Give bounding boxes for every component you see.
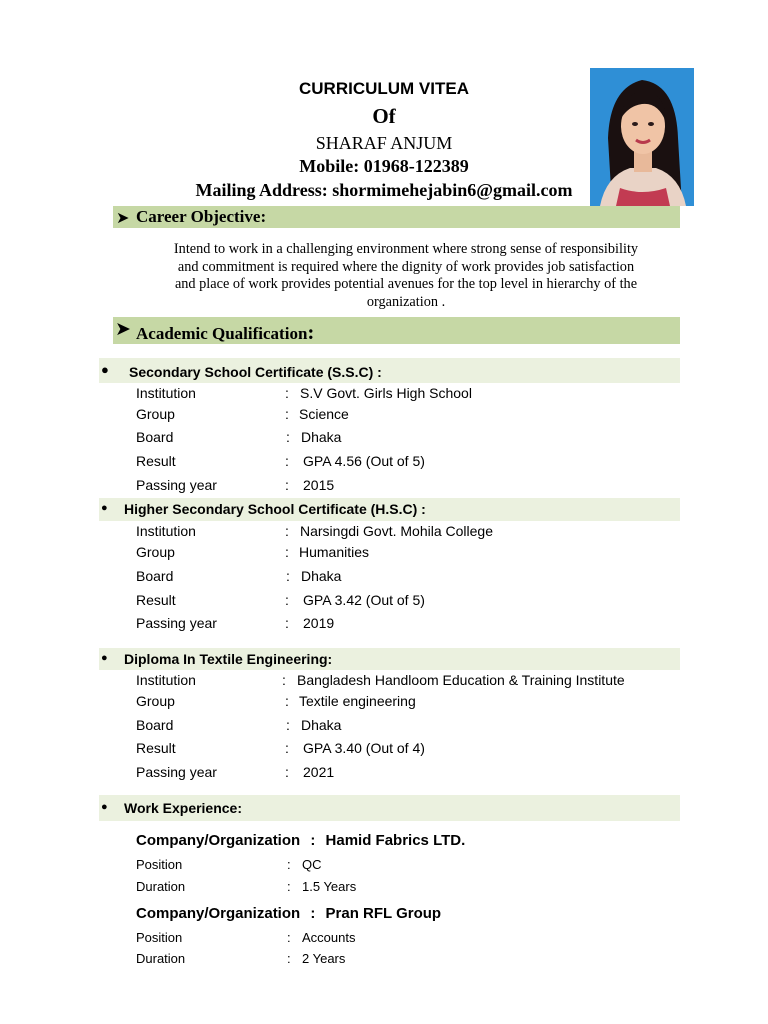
objective-line: and commitment is required where the dignity of work provides job satisfaction xyxy=(177,258,635,275)
row-value: 2019 xyxy=(303,615,335,631)
arrow-right-icon: ➤ xyxy=(115,319,131,340)
row-label: Institution xyxy=(136,523,196,539)
row-colon: : xyxy=(287,857,291,872)
row-label: Passing year xyxy=(136,615,217,631)
row-colon: : xyxy=(286,717,290,733)
work-experience-heading: Work Experience: xyxy=(124,800,243,816)
row-colon: : xyxy=(286,429,290,445)
row-colon: : xyxy=(285,406,289,422)
company-name: Pran RFL Group xyxy=(325,905,442,922)
row-label: Passing year xyxy=(136,764,217,780)
row-value: QC xyxy=(302,857,322,872)
document-title: CURRICULUM VITEA xyxy=(299,79,469,98)
row-colon: : xyxy=(285,764,289,780)
job-row-duration xyxy=(136,879,536,897)
row-value: Narsingdi Govt. Mohila College xyxy=(300,523,493,539)
ssc-title: Secondary School Certificate (S.S.C) : xyxy=(129,364,382,380)
hsc-row-passing-year xyxy=(136,615,696,635)
row-colon: : xyxy=(285,615,289,631)
job-row-position xyxy=(136,930,536,948)
row-label: Board xyxy=(136,429,174,445)
row-label: Duration xyxy=(136,879,186,894)
ssc-row-result xyxy=(136,453,696,473)
row-label: Group xyxy=(136,693,175,709)
row-value: Dhaka xyxy=(301,568,342,584)
company-label: Company/Organization xyxy=(136,832,301,849)
company-name: Hamid Fabrics LTD. xyxy=(325,832,466,849)
bullet-icon: ● xyxy=(101,502,108,514)
hsc-row-group xyxy=(136,544,696,564)
diploma-row-group xyxy=(136,693,696,713)
candidate-mobile: Mobile: 01968-122389 xyxy=(299,156,469,176)
row-label: Duration xyxy=(136,951,186,966)
diploma-title: Diploma In Textile Engineering: xyxy=(124,651,333,667)
hsc-row-institution xyxy=(136,523,696,543)
ssc-row-passing-year xyxy=(136,477,696,497)
row-value: 2021 xyxy=(303,764,335,780)
row-label: Result xyxy=(136,453,176,469)
job-company-line xyxy=(136,832,465,849)
row-colon: : xyxy=(286,568,290,584)
row-label: Board xyxy=(136,568,174,584)
row-value: S.V Govt. Girls High School xyxy=(300,385,472,401)
company-colon: : xyxy=(310,905,316,922)
candidate-mailing-address: Mailing Address: shormimehejabin6@gmail.com xyxy=(195,180,573,200)
hsc-row-result xyxy=(136,592,696,612)
academic-heading-text: Academic Qualification xyxy=(136,324,308,343)
arrow-right-icon: ➤ xyxy=(116,210,130,227)
row-label: Result xyxy=(136,740,176,756)
career-objective-heading: Career Objective: xyxy=(136,207,267,226)
job-company-line xyxy=(136,905,441,922)
row-label: Passing year xyxy=(136,477,217,493)
row-label: Position xyxy=(136,857,183,872)
profile-photo-illustration xyxy=(590,68,694,206)
row-value: GPA 3.40 (Out of 4) xyxy=(303,740,425,756)
career-objective-text xyxy=(150,241,662,311)
diploma-row-institution xyxy=(136,672,696,692)
row-colon: : xyxy=(285,740,289,756)
ssc-row-group xyxy=(136,406,696,426)
objective-line: and place of work provides potential avenues for the top level in hierarchy of the xyxy=(174,276,638,292)
row-value: Dhaka xyxy=(301,717,342,733)
row-colon: : xyxy=(287,930,291,945)
row-colon: : xyxy=(285,592,289,608)
bullet-icon: ● xyxy=(101,652,108,664)
row-colon: : xyxy=(282,672,286,688)
row-label: Board xyxy=(136,717,174,733)
diploma-row-passing-year xyxy=(136,764,696,784)
row-value: Science xyxy=(299,406,349,422)
diploma-row-result xyxy=(136,740,696,760)
hsc-row-board xyxy=(136,568,696,588)
row-value: Accounts xyxy=(302,930,356,945)
job-row-duration xyxy=(136,951,536,969)
objective-line: organization . xyxy=(366,293,446,310)
row-colon: : xyxy=(285,453,289,469)
row-colon: : xyxy=(285,544,289,560)
ssc-row-board xyxy=(136,429,696,449)
academic-qualification-heading xyxy=(136,320,314,345)
row-colon: : xyxy=(287,951,291,966)
row-label: Institution xyxy=(136,672,196,688)
diploma-row-board xyxy=(136,717,696,737)
row-colon: : xyxy=(285,693,289,709)
row-value: 2015 xyxy=(303,477,335,493)
row-value: Bangladesh Handloom Education & Training Institute xyxy=(297,672,625,688)
row-value: 2 Years xyxy=(302,951,346,966)
row-value: GPA 3.42 (Out of 5) xyxy=(303,592,425,608)
profile-photo xyxy=(590,68,694,206)
row-value: 1.5 Years xyxy=(302,879,357,894)
company-colon: : xyxy=(310,832,316,849)
row-colon: : xyxy=(285,523,289,539)
row-label: Result xyxy=(136,592,176,608)
row-value: GPA 4.56 (Out of 5) xyxy=(303,453,425,469)
row-label: Institution xyxy=(136,385,196,401)
bullet-icon: ● xyxy=(101,362,109,377)
row-value: Dhaka xyxy=(301,429,342,445)
row-colon: : xyxy=(285,385,289,401)
row-value: Textile engineering xyxy=(299,693,416,709)
document-subtitle-of: Of xyxy=(372,104,396,128)
bullet-icon: ● xyxy=(101,801,108,813)
candidate-name: SHARAF ANJUM xyxy=(315,133,453,153)
row-label: Position xyxy=(136,930,183,945)
row-value: Humanities xyxy=(299,544,370,560)
objective-line: Intend to work in a challenging environment where strong sense of responsibility xyxy=(173,241,639,257)
hsc-title: Higher Secondary School Certificate (H.S.C) : xyxy=(124,501,426,517)
ssc-row-institution xyxy=(136,385,696,405)
row-colon: : xyxy=(287,879,291,894)
academic-heading-colon: : xyxy=(307,320,315,344)
company-label: Company/Organization xyxy=(136,905,301,922)
row-colon: : xyxy=(285,477,289,493)
row-label: Group xyxy=(136,406,175,422)
job-row-position xyxy=(136,857,536,875)
row-label: Group xyxy=(136,544,175,560)
